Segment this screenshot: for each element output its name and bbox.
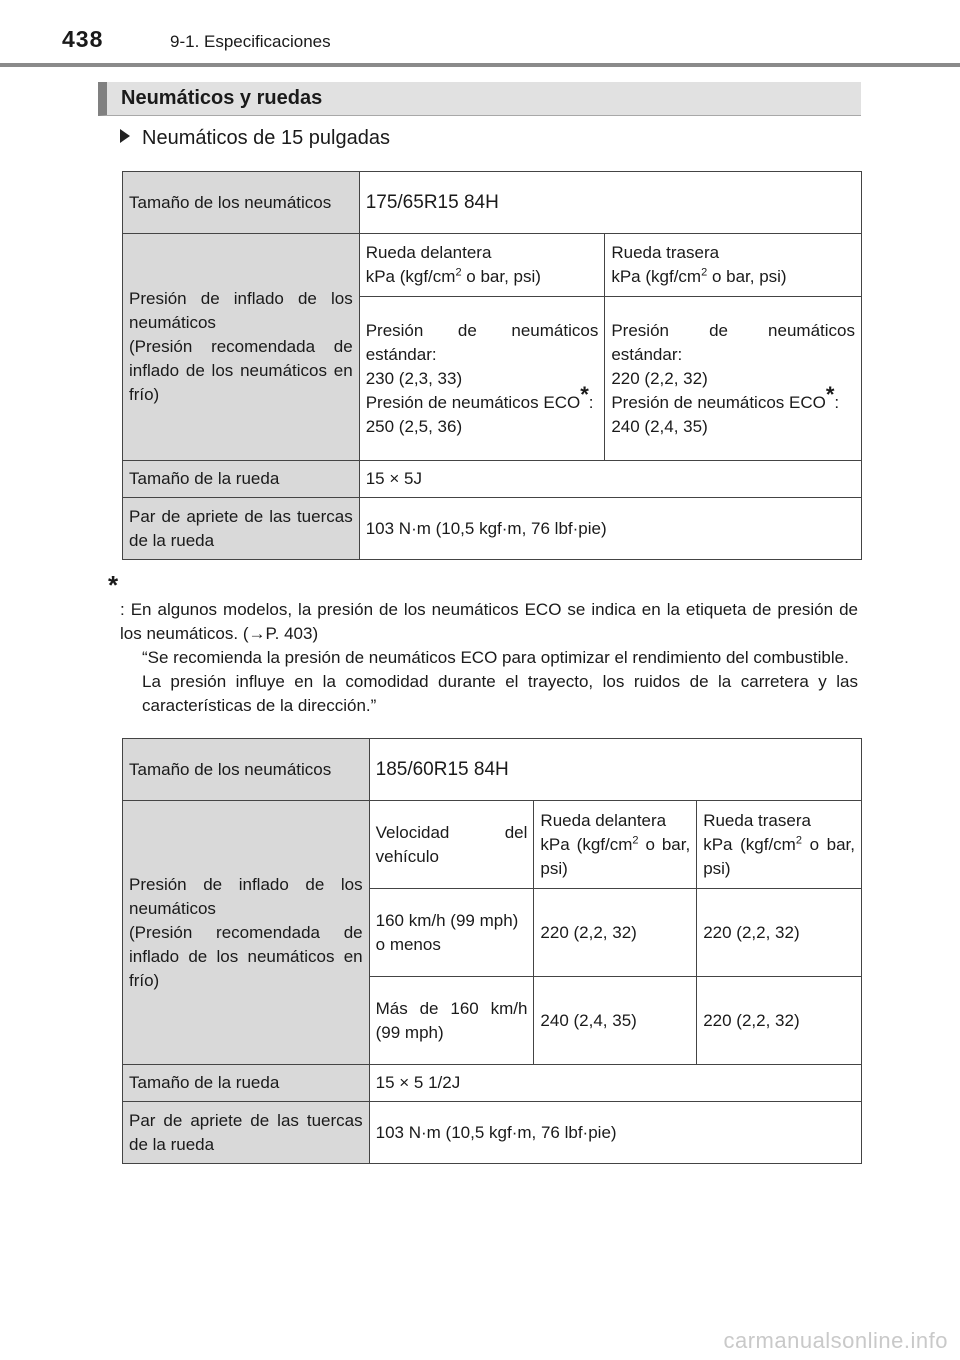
pressure-label-line: Presión de inflado de los neumáticos [129, 289, 353, 332]
rear-header-title: Rueda trasera [611, 243, 720, 262]
rear-wheel-header [605, 234, 862, 297]
tire-size-value: 175/65R15 84H [359, 172, 861, 234]
wheel-size-label: Tamaño de la rueda [123, 1065, 370, 1102]
eco-pressure-value: 250 (2,5, 36) [365, 416, 463, 436]
std-pressure-value: 220 (2,2, 32) [611, 368, 708, 388]
tire-size-value: 185/60R15 84H [369, 739, 861, 801]
torque-value: 103 N·m (10,5 kgf·m, 76 lbf·pie) [369, 1102, 861, 1164]
front-header-units: kPa ($kgf/cm^2$ o bar, psi) [365, 266, 541, 286]
tire-size-label: Tamaño de los neumáticos [123, 739, 370, 801]
tire-spec-table-1 [122, 171, 862, 560]
front-header-units: kPa ($kgf/cm^2$ o bar, psi) [540, 833, 691, 878]
wheel-size-value: 15 × 5 1/2J [369, 1065, 861, 1102]
front-wheel-header [359, 234, 605, 297]
subheading [120, 127, 390, 150]
pressure-label [123, 234, 360, 461]
rear-header-units: kPa ($kgf/cm^2$ o bar, psi) [703, 833, 855, 878]
page-number: 438 [62, 26, 104, 52]
front-header-title: Rueda delantera [365, 243, 492, 262]
front-header-title: Rueda delantera [540, 810, 667, 830]
footnote-line-2: “Se recomienda la presión de neumáticos ECO para optimizar el rendimiento del combustible. [142, 648, 849, 667]
section-label: 9-1. Especificaciones [170, 32, 331, 51]
front-pressure-row-1: 220 (2,2, 32) [534, 889, 697, 977]
front-wheel-header [534, 801, 697, 889]
wheel-size-label: Tamaño de la rueda [123, 461, 360, 498]
footnote [108, 570, 858, 718]
header-rule [0, 63, 960, 67]
pressure-label [123, 801, 370, 1065]
footnote-line-3: La presión influye en la comodidad durante el trayecto, los ruidos de la carretera y las características de la dirección.” [142, 672, 858, 715]
watermark: carmanualsonline.info [723, 1328, 948, 1353]
eco-pressure-label: Presión de neumáticos ECO*: [365, 381, 594, 412]
front-pressure-values [359, 297, 605, 461]
subheading-text: Neumáticos de 15 pulgadas [142, 127, 390, 149]
pressure-label-note: (Presión recomendada de inflado de los neumáticos en frío) [129, 922, 363, 990]
torque-value: 103 N·m (10,5 kgf·m, 76 lbf·pie) [359, 498, 861, 560]
speed-row-2: Más de 160 km/h (99 mph) [369, 977, 534, 1065]
std-pressure-value: 230 (2,3, 33) [365, 368, 463, 388]
torque-label: Par de apriete de las tuercas de la rueda [123, 1102, 370, 1164]
std-pressure-label: Presión de neumáticos estándar: [611, 320, 855, 364]
banner-title: Neumáticos y ruedas [121, 87, 323, 109]
pressure-label-note: (Presión recomendada de inflado de los neumáticos en frío) [129, 337, 353, 404]
rear-wheel-header [697, 801, 862, 889]
triangle-bullet-icon [120, 129, 130, 143]
eco-pressure-label: Presión de neumáticos ECO*: [611, 381, 840, 412]
tire-size-label: Tamaño de los neumáticos [123, 172, 360, 234]
rear-header-title: Rueda trasera [703, 810, 811, 830]
footnote-asterisk: * [108, 570, 119, 600]
pressure-label-line: Presión de inflado de los neumáticos [129, 874, 363, 918]
rear-pressure-values [605, 297, 862, 461]
rear-pressure-row-2: 220 (2,2, 32) [697, 977, 862, 1065]
tire-spec-table-2 [122, 738, 862, 1164]
wheel-size-value: 15 × 5J [359, 461, 861, 498]
speed-row-1: 160 km/h (99 mph) o menos [369, 889, 534, 977]
section-banner [98, 82, 861, 116]
speed-header: Velocidad del vehículo [369, 801, 534, 889]
front-pressure-row-2: 240 (2,4, 35) [534, 977, 697, 1065]
eco-pressure-value: 240 (2,4, 35) [611, 416, 708, 436]
torque-label: Par de apriete de las tuercas de la rueda [123, 498, 360, 560]
rear-pressure-row-1: 220 (2,2, 32) [697, 889, 862, 977]
rear-header-units: kPa ($kgf/cm^2$ o bar, psi) [611, 266, 787, 286]
footnote-line-1: : En algunos modelos, la presión de los neumáticos ECO se indica en la etiqueta de presión de los neumáticos. (→P. 403) [120, 600, 858, 643]
std-pressure-label: Presión de neumáticos estándar: [365, 320, 599, 364]
